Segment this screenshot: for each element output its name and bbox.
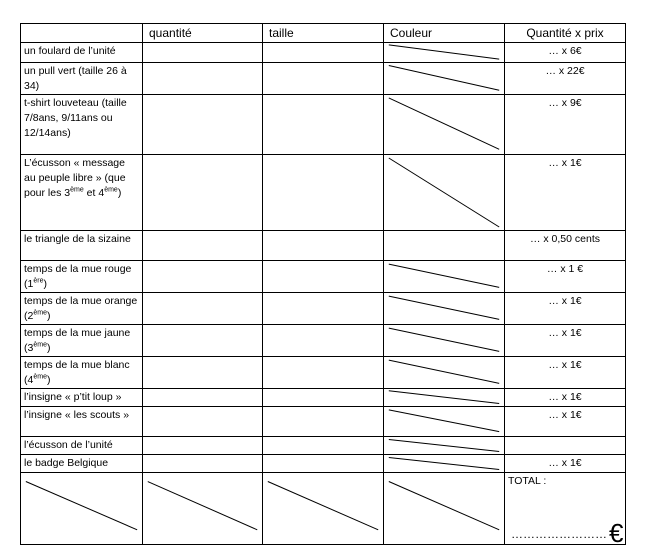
table-row	[21, 43, 626, 63]
table-row	[21, 455, 626, 473]
color-cell-crossed	[384, 407, 505, 437]
table-row	[21, 261, 626, 293]
size-cell[interactable]	[263, 325, 384, 357]
header-size: taille	[263, 24, 384, 43]
color-cell-crossed	[384, 455, 505, 473]
item-label: l’écusson de l’unité	[21, 437, 143, 455]
item-label: le triangle de la sizaine	[21, 231, 143, 261]
color-cell-crossed	[384, 325, 505, 357]
total-dots: ……………………	[511, 527, 607, 541]
cross-out-line	[384, 293, 504, 324]
table-row	[21, 325, 626, 357]
total-row	[21, 473, 626, 545]
cross-out-line	[384, 95, 504, 154]
price-cell: … x 0,50 cents	[505, 231, 626, 261]
quantity-cell[interactable]	[143, 407, 263, 437]
cross-out-line	[384, 389, 504, 406]
cross-out-line	[384, 455, 504, 472]
price-cell: … x 1 €	[505, 261, 626, 293]
price-cell: … x 1€	[505, 389, 626, 407]
cross-out-line	[143, 473, 262, 544]
price-cell: … x 1€	[505, 293, 626, 325]
item-label: temps de la mue blanc (4ème)	[21, 357, 143, 389]
table-row	[21, 95, 626, 155]
size-cell[interactable]	[263, 231, 384, 261]
color-cell-crossed	[384, 261, 505, 293]
quantity-cell[interactable]	[143, 231, 263, 261]
cross-out-line	[384, 261, 504, 292]
euro-symbol: €	[609, 518, 624, 545]
table-row	[21, 293, 626, 325]
color-cell-crossed	[384, 63, 505, 95]
quantity-cell[interactable]	[143, 261, 263, 293]
price-cell: … x 6€	[505, 43, 626, 63]
color-cell-crossed	[384, 155, 505, 231]
header-quantity: quantité	[143, 24, 263, 43]
header-quantity-price: Quantité x prix	[505, 24, 626, 43]
color-cell-crossed	[384, 43, 505, 63]
quantity-cell[interactable]	[143, 155, 263, 231]
header-color: Couleur	[384, 24, 505, 43]
cross-out-line	[384, 357, 504, 388]
empty-cell-crossed	[21, 473, 143, 545]
header-item	[21, 24, 143, 43]
price-cell: … x 1€	[505, 325, 626, 357]
item-label: L’écusson « message au peuple libre » (que pour les 3ème et 4ème)	[21, 155, 143, 231]
table-row	[21, 357, 626, 389]
cross-out-line	[384, 437, 504, 454]
quantity-cell[interactable]	[143, 455, 263, 473]
price-cell: … x 1€	[505, 407, 626, 437]
item-label: l’insigne « les scouts »	[21, 407, 143, 437]
table-row	[21, 437, 626, 455]
table-row	[21, 407, 626, 437]
empty-cell-crossed	[384, 473, 505, 545]
size-cell[interactable]	[263, 437, 384, 455]
color-cell-crossed	[384, 389, 505, 407]
cross-out-line	[263, 473, 383, 544]
price-cell: … x 9€	[505, 95, 626, 155]
item-label: l’insigne « p’tit loup »	[21, 389, 143, 407]
size-cell[interactable]	[263, 357, 384, 389]
quantity-cell[interactable]	[143, 63, 263, 95]
price-cell	[505, 437, 626, 455]
price-cell: … x 1€	[505, 357, 626, 389]
item-label: le badge Belgique	[21, 455, 143, 473]
cross-out-line	[384, 407, 504, 436]
cross-out-line	[384, 473, 504, 544]
total-cell[interactable]	[505, 473, 626, 545]
item-label: temps de la mue jaune (3ème)	[21, 325, 143, 357]
color-cell-crossed	[384, 293, 505, 325]
item-label: t-shirt louveteau (taille 7/8ans, 9/11ans ou 12/14ans)	[21, 95, 143, 155]
price-cell: … x 1€	[505, 455, 626, 473]
color-cell-crossed	[384, 357, 505, 389]
size-cell[interactable]	[263, 261, 384, 293]
quantity-cell[interactable]	[143, 293, 263, 325]
quantity-cell[interactable]	[143, 437, 263, 455]
header-row	[21, 24, 626, 43]
quantity-cell[interactable]	[143, 43, 263, 63]
size-cell[interactable]	[263, 43, 384, 63]
cross-out-line	[384, 43, 504, 62]
order-table	[20, 23, 626, 545]
size-cell[interactable]	[263, 95, 384, 155]
size-cell[interactable]	[263, 407, 384, 437]
table-row	[21, 389, 626, 407]
color-cell-crossed	[384, 437, 505, 455]
color-cell[interactable]	[384, 231, 505, 261]
size-cell[interactable]	[263, 293, 384, 325]
table-row	[21, 63, 626, 95]
price-cell: … x 1€	[505, 155, 626, 231]
cross-out-line	[384, 155, 504, 230]
cross-out-line	[384, 63, 504, 94]
item-label: un foulard de l’unité	[21, 43, 143, 63]
item-label: un pull vert (taille 26 à 34)	[21, 63, 143, 95]
price-cell: … x 22€	[505, 63, 626, 95]
item-label: temps de la mue rouge (1ère)	[21, 261, 143, 293]
color-cell-crossed	[384, 95, 505, 155]
quantity-cell[interactable]	[143, 357, 263, 389]
cross-out-line	[384, 325, 504, 356]
quantity-cell[interactable]	[143, 325, 263, 357]
table-row	[21, 155, 626, 231]
size-cell[interactable]	[263, 455, 384, 473]
table-row	[21, 231, 626, 261]
quantity-cell[interactable]	[143, 389, 263, 407]
total-label: TOTAL :	[508, 475, 547, 487]
item-label: temps de la mue orange (2ème)	[21, 293, 143, 325]
total-amount-line	[511, 518, 624, 545]
order-form	[20, 23, 626, 545]
cross-out-line	[21, 473, 142, 544]
size-cell[interactable]	[263, 389, 384, 407]
size-cell[interactable]	[263, 155, 384, 231]
empty-cell-crossed	[143, 473, 263, 545]
size-cell[interactable]	[263, 63, 384, 95]
quantity-cell[interactable]	[143, 95, 263, 155]
empty-cell-crossed	[263, 473, 384, 545]
